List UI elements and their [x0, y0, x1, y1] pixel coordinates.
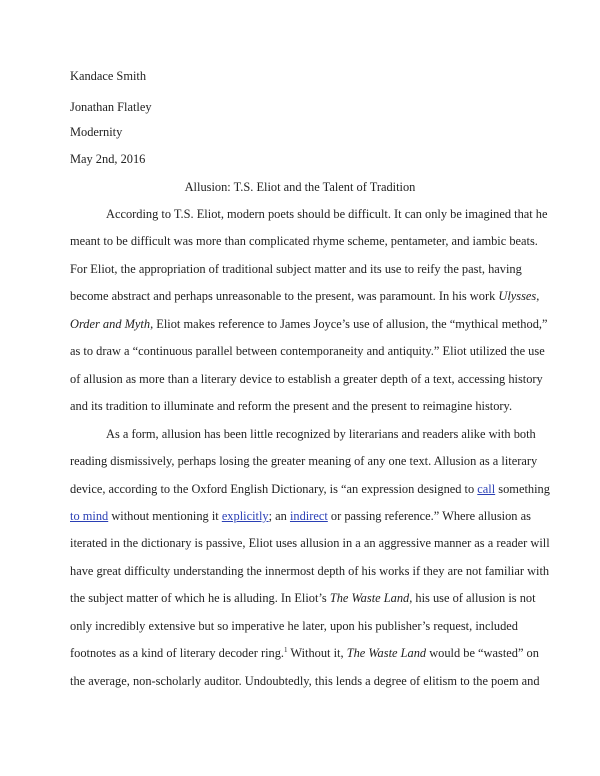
paragraph-line — [70, 645, 539, 661]
text-span: something — [495, 482, 550, 496]
paragraph-line — [70, 481, 550, 497]
text-span: Eliot makes reference to James Joyce’s use of allusion, the “mythical method,” — [153, 317, 548, 331]
text-span: the subject matter of which he is alluding. In Eliot’s — [70, 591, 330, 605]
italic-title: The Waste Land — [329, 591, 410, 605]
text-span: without mentioning it — [108, 509, 222, 523]
instructor-name: Jonathan Flatley — [70, 100, 152, 114]
text-span: device, according to the Oxford English Dictionary, is “an expression designed to — [70, 482, 478, 496]
text-span: , his use of allusion is not — [409, 591, 536, 605]
text-span: would be “wasted” on — [426, 646, 539, 660]
italic-title: Ulysses, — [498, 289, 540, 303]
paragraph-line: of allusion as more than a literary device to establish a greater depth of a text, accessing history — [70, 372, 543, 386]
paragraph-line — [70, 508, 531, 524]
paragraph-line: the average, non-scholarly auditor. Undoubtedly, this lends a degree of elitism to the poem and — [70, 674, 540, 688]
paragraph-line — [70, 316, 548, 332]
link-to-mind[interactable]: to mind — [70, 509, 109, 523]
text-span: ; an — [268, 509, 290, 523]
paragraph-line: and its tradition to illuminate and reform the present and the present to reimagine history. — [70, 399, 513, 413]
paragraph-line: reading dismissively, perhaps losing the greater meaning of any one text. Allusion as a literary — [70, 454, 538, 468]
paragraph-line: As a form, allusion has been little recognized by literarians and readers alike with both — [106, 427, 536, 441]
footnote-marker[interactable]: 1 — [284, 646, 288, 654]
paragraph-line: only incredibly extensive but so imperative he later, upon his publisher’s request, included — [70, 619, 518, 633]
link-indirect[interactable]: indirect — [289, 509, 328, 523]
italic-title: The Waste Land — [346, 646, 427, 660]
date: May 2nd, 2016 — [70, 152, 146, 166]
text-span: or passing reference.” Where allusion as — [327, 509, 531, 523]
course-name: Modernity — [70, 125, 123, 139]
text-span: Without it, — [287, 646, 347, 660]
paragraph-line: have great difficulty understanding the innermost depth of his works if they are not familiar with — [70, 564, 550, 578]
author-name: Kandace Smith — [70, 69, 147, 83]
paragraph-line — [70, 288, 540, 304]
essay-title: Allusion: T.S. Eliot and the Talent of Tradition — [184, 180, 416, 194]
paragraph-line — [70, 590, 536, 606]
text-span: become abstract and perhaps unreasonable to the present, was paramount. In his work — [70, 289, 496, 303]
link-explicitly[interactable]: explicitly — [221, 509, 269, 523]
paragraph-line: For Eliot, the appropriation of traditional subject matter and its use to reify the past, having — [70, 262, 522, 276]
text-span: footnotes as a kind of literary decoder ring. — [70, 646, 285, 660]
paragraph-line: According to T.S. Eliot, modern poets should be difficult. It can only be imagined that he — [106, 207, 548, 221]
paragraph-line: as to draw a “continuous parallel between contemporaneity and antiquity.” Eliot utilized the use — [70, 344, 545, 358]
paragraph-line: meant to be difficult was more than complicated rhyme scheme, pentameter, and iambic beats. — [70, 234, 538, 248]
italic-title: Order and Myth, — [70, 317, 154, 331]
link-call[interactable]: call — [477, 482, 496, 496]
paragraph-line: iterated in the dictionary is passive, Eliot uses allusion in a an aggressive manner as a reader will — [70, 536, 550, 550]
